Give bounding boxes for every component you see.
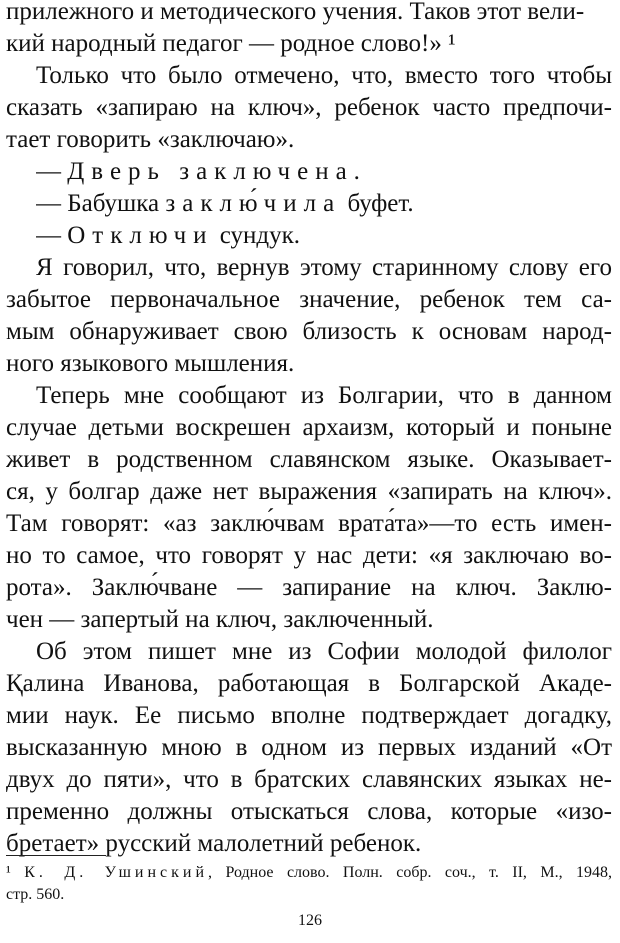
text-line: случае детьми воскрешен архаизм, который и поныне <box>6 414 612 441</box>
text-line: сказать «запираю на ключ», ребенок часто предпочи- <box>6 94 612 121</box>
footnote-line <box>6 862 612 884</box>
dialogue-line <box>36 188 612 220</box>
footnote-author: К. Д. Ушинский <box>24 864 209 881</box>
text-line: живет в родственном славянском языке. Оказывает- <box>6 446 612 473</box>
dialogue-line <box>36 220 612 252</box>
text-line: но то самое, что говорят у нас дети: «я заключаю во- <box>6 542 612 569</box>
dialogue-tail: сундук. <box>213 222 301 249</box>
text-line: Теперь мне сообщают из Болгарии, что в данном <box>36 382 612 409</box>
dialogue-tail: буфет. <box>341 190 414 217</box>
text-line: Там говорят: «аз заклю́чвам врата́та»—то есть имен- <box>6 510 612 537</box>
text-line: прилежного и методического учения. Таков этот вели- <box>6 0 585 25</box>
text-line: тает говорить «заключаю». <box>6 126 295 153</box>
text-line: Қалина Иванова, работающая в Болгарской Акаде- <box>6 670 612 697</box>
dialogue-tail: . <box>353 158 360 185</box>
text-line: пременно должны отыскаться слова, которые «изо- <box>6 798 612 825</box>
text-line: ного языкового мышления. <box>6 350 295 377</box>
spaced-emphasis: заклю́чила <box>165 190 342 217</box>
text-line: кий народный педагог — родное слово!» ¹ <box>6 30 456 57</box>
text-line: рота». Заклю́чване — запирание на ключ. Заклю- <box>6 574 612 601</box>
footnote-marker: ¹ <box>6 864 11 881</box>
text-line: высказанную мною в одном из первых изданий «От <box>6 734 612 761</box>
text-line: бретает» русский малолетний ребенок. <box>6 830 422 857</box>
spaced-emphasis: Дверь заключена <box>67 158 354 185</box>
text-line: ся, у болгар даже нет выражения «запирать на ключ». <box>6 478 612 505</box>
text-line: Об этом пишет мне из Софии молодой филолог <box>36 638 612 665</box>
dialogue-dash: — <box>36 158 68 185</box>
dialogue-line <box>36 156 612 188</box>
text-line: двух до пяти», что в братских славянских языках не- <box>6 766 612 793</box>
text-line: Я говорил, что, вернув этому старинному слову его <box>36 254 612 281</box>
spaced-emphasis: Отключи <box>67 222 214 249</box>
footnote-divider <box>6 855 106 856</box>
text-line: чен — запертый на ключ, заключенный. <box>6 606 434 633</box>
footnote-line: стр. 560. <box>6 886 65 903</box>
page-number: 126 <box>298 912 322 929</box>
text-line: мым обнаруживает свою близость к основам народ- <box>6 318 612 345</box>
text-line: мии наук. Ее письмо вполне подтверждает догадку, <box>6 702 612 729</box>
dialogue-dash: — Бабушка <box>36 190 166 217</box>
text-line: забытое первоначальное значение, ребенок тем са- <box>6 286 612 313</box>
text-line: Только что было отмечено, что, вместо того чтобы <box>36 62 612 89</box>
dialogue-dash: — <box>36 222 68 249</box>
footnote-citation: , Родное слово. Полн. собр. соч., т. II, М., 1948, <box>208 864 612 881</box>
